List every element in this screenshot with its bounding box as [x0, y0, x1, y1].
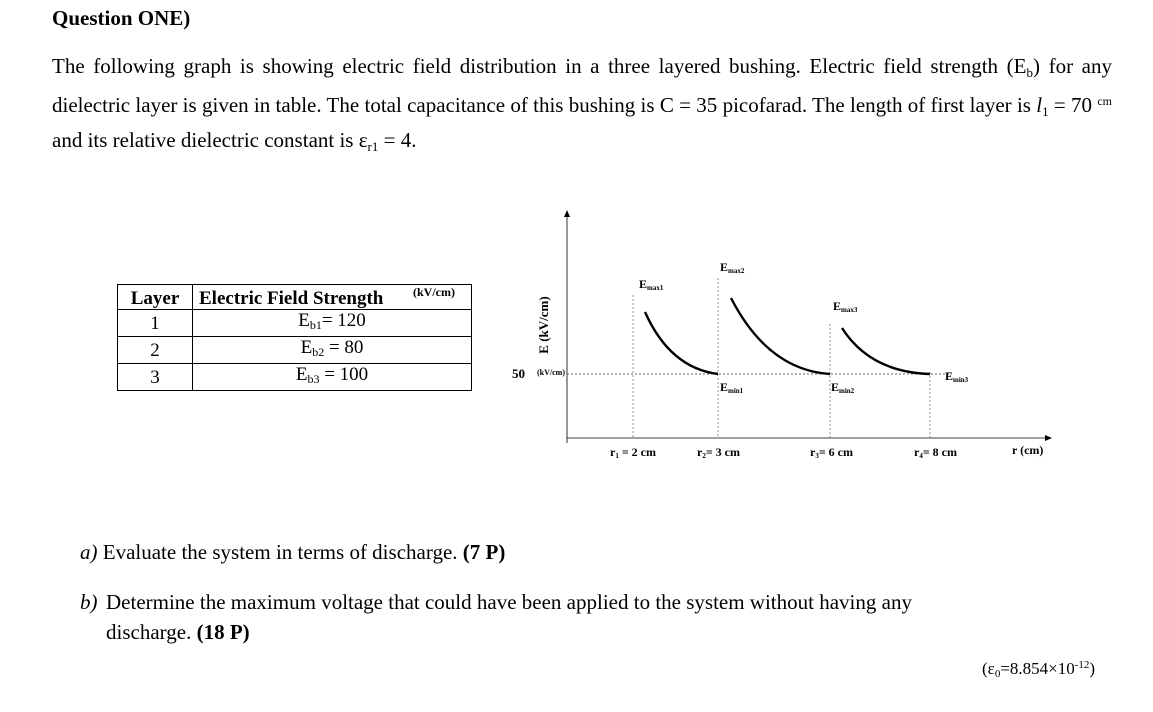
statement-part-2: ) for any dielectric layer is given in table. The total capacitance of this bushing is C = 35 picofarad. The length of first layer is [52, 54, 1112, 117]
subscript-b: b [1026, 65, 1033, 80]
curve-layer-3 [842, 328, 930, 374]
tick-r4: r4= 8 cm [914, 445, 957, 460]
y-axis-arrow [564, 210, 570, 217]
field-distribution-graph [500, 200, 1080, 480]
note-value: =8.854×10 [1000, 659, 1075, 678]
table-row [118, 337, 472, 364]
permittivity-note [982, 659, 1095, 680]
question-a-text: Evaluate the system in terms of discharge. [97, 540, 463, 564]
question-b [80, 587, 1052, 647]
question-heading: Question ONE) [52, 6, 191, 30]
field-value [193, 310, 472, 337]
tick-r1: r1 = 2 cm [610, 445, 656, 460]
emax2-label: Emax2 [720, 260, 745, 275]
curve-layer-2 [731, 298, 830, 374]
field-number: = 100 [319, 364, 369, 385]
statement-part-1: The following graph is showing electric field distribution in a three layered bushing. Electric field strength (E [52, 54, 1027, 78]
note-sub: 0 [994, 668, 1001, 680]
field-symbol: E [298, 310, 310, 331]
note-exponent: -12 [1074, 659, 1090, 671]
question-a [80, 540, 505, 565]
length-subscript: 1 [1042, 104, 1049, 119]
field-value [193, 364, 472, 391]
question-b-text-1: Determine the maximum voltage that could have been applied to the system without having any [106, 590, 912, 614]
field-number: = 120 [321, 310, 366, 331]
x-axis-arrow [1045, 435, 1052, 441]
table-row [118, 310, 472, 337]
field-symbol: E [295, 364, 308, 385]
reference-unit: (kV/cm) [537, 368, 565, 377]
field-value [193, 337, 472, 364]
table-header-row [118, 285, 472, 310]
length-value: = 70 [1048, 93, 1098, 117]
question-b-points: (18 P) [196, 620, 250, 644]
curve-layer-1 [645, 312, 718, 374]
note-open: (ε [982, 659, 995, 678]
epsilon-value: = 4. [378, 128, 417, 152]
length-unit: cm [1097, 94, 1112, 108]
header-unit: (kV/cm) [413, 285, 455, 299]
reference-value: 50 [512, 366, 525, 381]
note-close: ) [1089, 659, 1096, 678]
statement-part-3: and its relative dielectric constant is ε [52, 128, 368, 152]
emin3-label: Emin3 [945, 369, 969, 384]
emin2-label: Emin2 [831, 380, 855, 395]
field-symbol: E [300, 337, 313, 358]
table-row [118, 364, 472, 391]
field-strength-table [117, 284, 472, 391]
layer-number: 2 [118, 337, 193, 364]
question-b-marker: b) [80, 590, 98, 614]
field-subscript: b2 [312, 345, 325, 359]
layer-number: 3 [118, 364, 193, 391]
emax3-label: Emax3 [833, 299, 858, 314]
question-a-points: (7 P) [462, 540, 506, 564]
tick-r2: r2= 3 cm [697, 445, 740, 460]
field-subscript: b3 [307, 372, 320, 386]
tick-r3: r3= 6 cm [810, 445, 853, 460]
layer-number: 1 [118, 310, 193, 337]
x-axis-label: r (cm) [1012, 443, 1044, 457]
question-b-continuation [80, 617, 1052, 647]
header-field-label: Electric Field Strength [199, 287, 384, 309]
length-symbol: l [1036, 93, 1043, 117]
problem-statement [52, 52, 1112, 161]
question-a-marker: a) [80, 540, 98, 564]
epsilon-subscript: r1 [367, 139, 379, 154]
emin1-label: Emin1 [720, 380, 744, 395]
field-number: = 80 [324, 337, 364, 358]
emax1-label: Emax1 [639, 277, 664, 292]
header-field-strength [193, 285, 472, 310]
header-layer: Layer [118, 285, 193, 310]
question-b-text-2: discharge. [106, 620, 197, 644]
y-axis-label: E (kV/cm) [536, 296, 551, 354]
field-subscript: b1 [309, 318, 322, 332]
